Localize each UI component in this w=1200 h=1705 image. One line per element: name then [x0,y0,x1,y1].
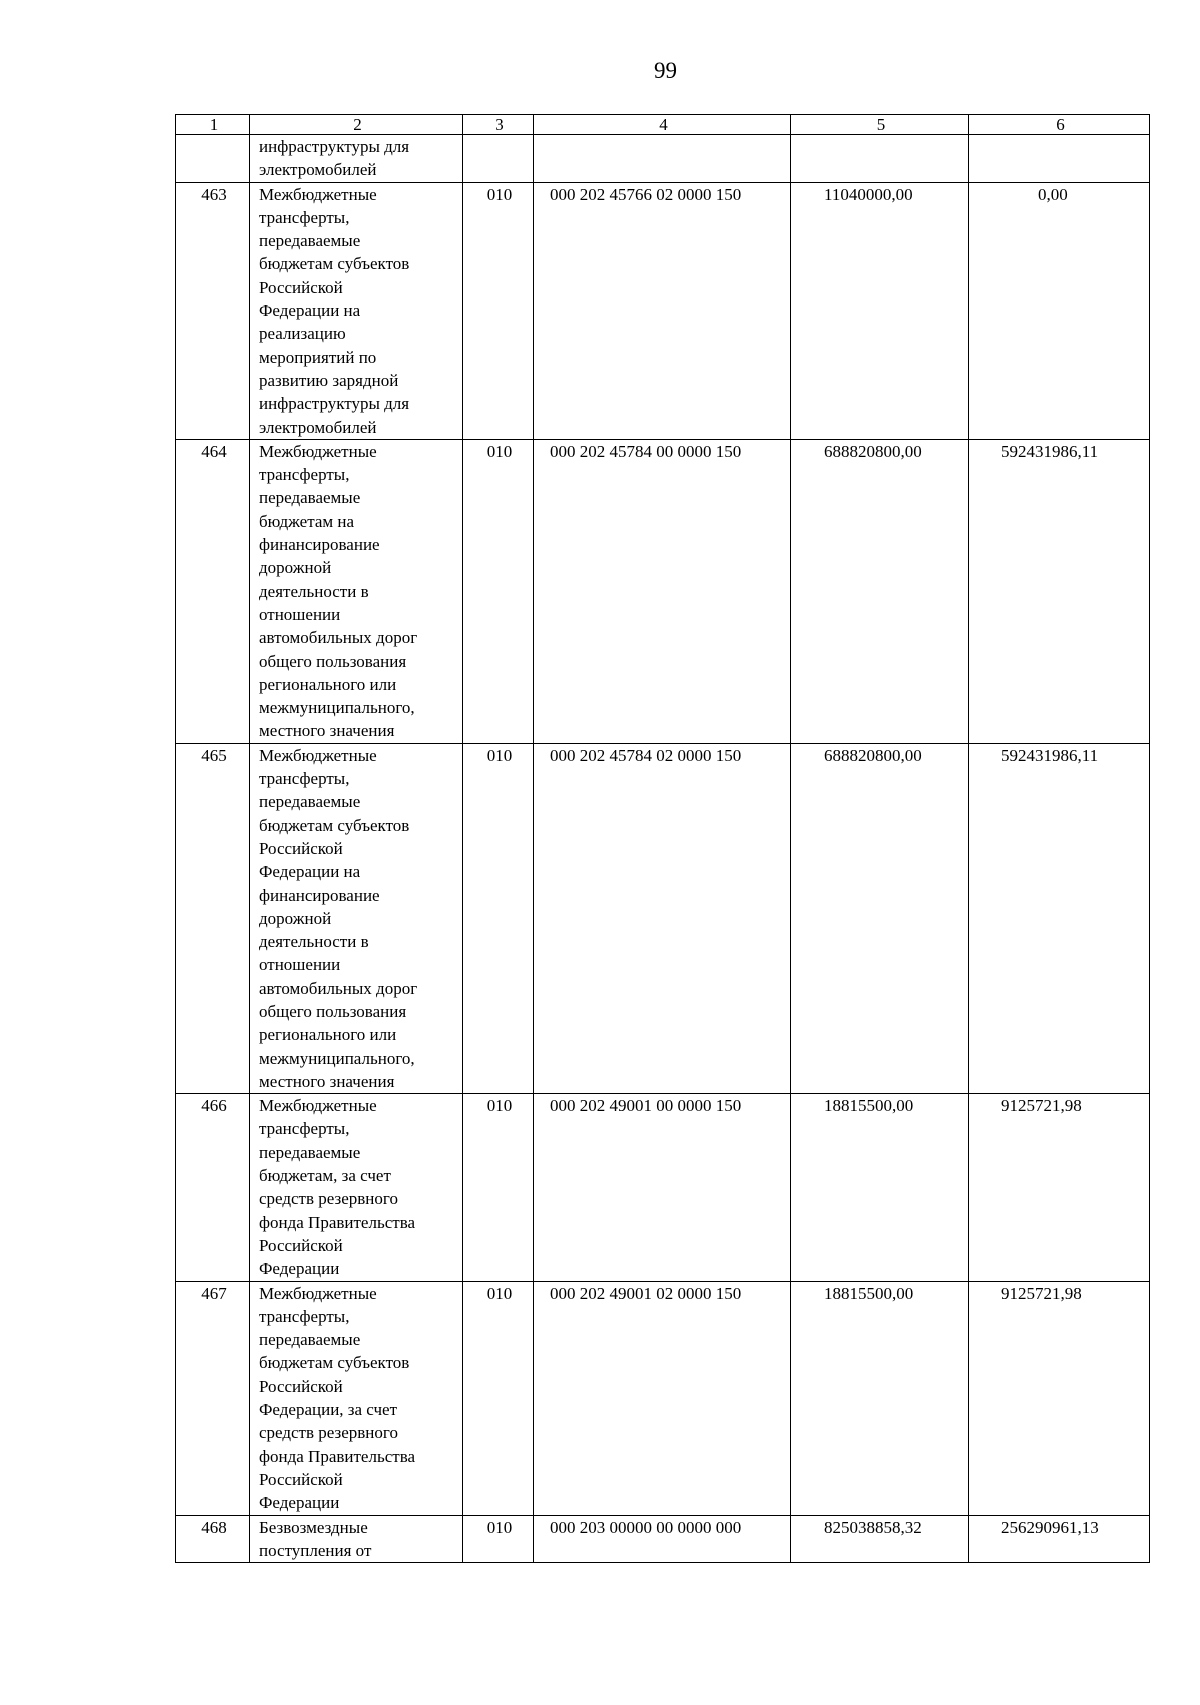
row-admin-code: 010 [463,1094,534,1281]
table-header-row [176,115,1150,135]
row-name: Межбюджетные трансферты, передаваемые бюджетам, за счет средств резервного фонда Правительства Российской Федерации [250,1094,463,1281]
table-row [176,182,1150,439]
table-row [176,743,1150,1093]
row-name: Межбюджетные трансферты, передаваемые бюджетам субъектов Российской Федерации на финансирование дорожной деятельности в отношении автомобильных дорог общего пользования регионального или межмуниципального, местного значения [250,743,463,1093]
row-admin-code: 010 [463,743,534,1093]
row-actual-amount: 9125721,98 [969,1281,1150,1515]
table-row [176,1281,1150,1515]
table-row [176,1515,1150,1563]
column-header: 4 [534,115,791,135]
row-admin-code: 010 [463,182,534,439]
row-number: 468 [176,1515,250,1563]
row-plan-amount [791,135,969,183]
row-number [176,135,250,183]
table-row [176,135,1150,183]
table-row [176,1094,1150,1281]
row-actual-amount: 0,00 [969,182,1150,439]
row-budget-code: 000 202 49001 00 0000 150 [534,1094,791,1281]
row-name: Межбюджетные трансферты, передаваемые бюджетам субъектов Российской Федерации, за счет средств резервного фонда Правительства Российской Федерации [250,1281,463,1515]
row-admin-code: 010 [463,1515,534,1563]
column-header: 5 [791,115,969,135]
row-plan-amount: 688820800,00 [791,743,969,1093]
row-plan-amount: 18815500,00 [791,1094,969,1281]
row-actual-amount: 592431986,11 [969,439,1150,743]
column-header: 2 [250,115,463,135]
table-row [176,439,1150,743]
row-budget-code [534,135,791,183]
row-plan-amount: 11040000,00 [791,182,969,439]
row-budget-code: 000 202 49001 02 0000 150 [534,1281,791,1515]
row-budget-code: 000 202 45784 00 0000 150 [534,439,791,743]
row-number: 465 [176,743,250,1093]
row-number: 463 [176,182,250,439]
row-plan-amount: 688820800,00 [791,439,969,743]
row-budget-code: 000 203 00000 00 0000 000 [534,1515,791,1563]
row-number: 467 [176,1281,250,1515]
budget-table [175,114,1150,1563]
row-actual-amount: 256290961,13 [969,1515,1150,1563]
page-number: 99 [654,58,677,83]
row-admin-code: 010 [463,1281,534,1515]
row-number: 464 [176,439,250,743]
row-name: Безвозмездные поступления от [250,1515,463,1563]
row-plan-amount: 825038858,32 [791,1515,969,1563]
row-plan-amount: 18815500,00 [791,1281,969,1515]
row-budget-code: 000 202 45784 02 0000 150 [534,743,791,1093]
column-header: 1 [176,115,250,135]
row-budget-code: 000 202 45766 02 0000 150 [534,182,791,439]
row-name: Межбюджетные трансферты, передаваемые бюджетам на финансирование дорожной деятельности в отношении автомобильных дорог общего пользования регионального или межмуниципального, местного значения [250,439,463,743]
column-header: 3 [463,115,534,135]
row-name: Межбюджетные трансферты, передаваемые бюджетам субъектов Российской Федерации на реализацию мероприятий по развитию зарядной инфраструктуры для электромобилей [250,182,463,439]
row-actual-amount: 592431986,11 [969,743,1150,1093]
row-actual-amount: 9125721,98 [969,1094,1150,1281]
column-header: 6 [969,115,1150,135]
row-admin-code: 010 [463,439,534,743]
row-admin-code [463,135,534,183]
row-actual-amount [969,135,1150,183]
row-number: 466 [176,1094,250,1281]
row-name: инфраструктуры для электромобилей [250,135,463,183]
